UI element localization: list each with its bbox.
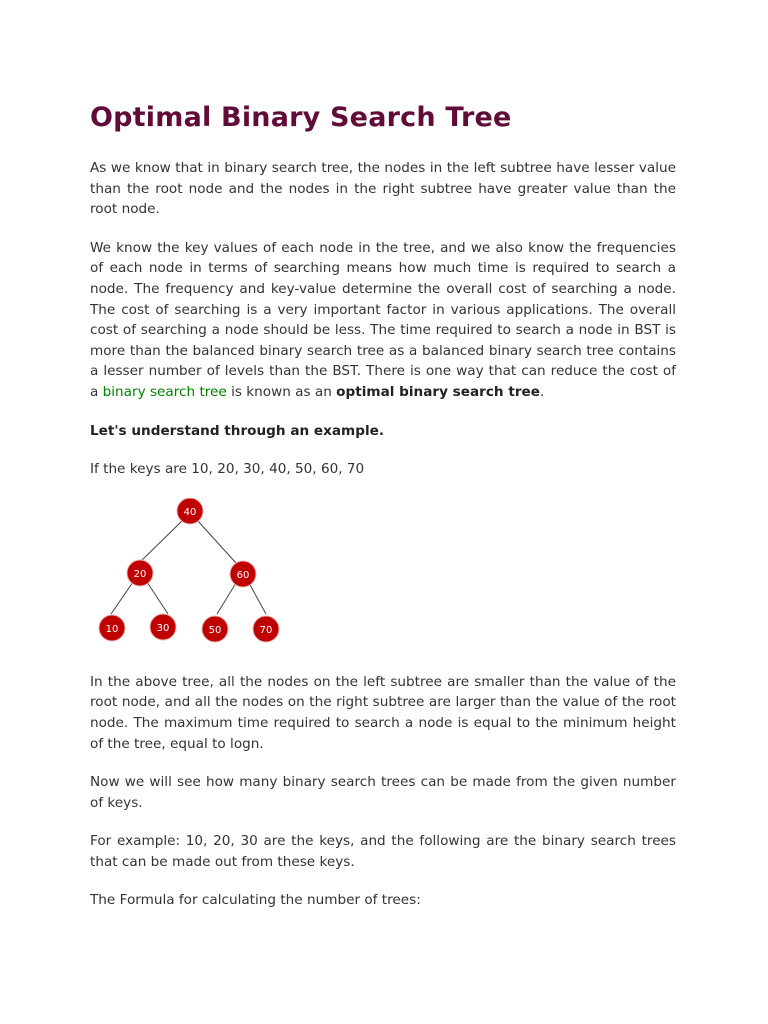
edge-40-20 (140, 520, 183, 562)
cost-text-b: is known as an (226, 383, 337, 400)
article (90, 100, 676, 929)
edge-60-50 (217, 583, 236, 614)
tree-node (177, 498, 203, 524)
tree-node (230, 561, 256, 587)
node-label: 20 (133, 568, 147, 580)
example-heading: Let's understand through an example. (90, 422, 384, 439)
node-label: 40 (183, 506, 197, 518)
tree-node (202, 616, 228, 642)
intro-paragraph: As we know that in binary search tree, the nodes in the left subtree have lesser value than the root node and the nodes in the right subtree have greater value than the root node. (90, 160, 676, 218)
bst-link[interactable]: binary search tree (102, 383, 227, 400)
cost-text-c: . (539, 383, 545, 400)
tree-node (127, 560, 153, 586)
edge-60-70 (249, 583, 266, 614)
edge-20-30 (147, 582, 168, 614)
example-paragraph: For example: 10, 20, 30 are the keys, and the following are the binary search trees that can be made out from these keys. (90, 833, 676, 870)
formula-paragraph: The Formula for calculating the number of trees: (90, 892, 421, 909)
node-label: 10 (105, 623, 119, 635)
bst-svg (90, 498, 676, 658)
node-label: 30 (156, 622, 170, 634)
count-paragraph: Now we will see how many binary search trees can be made from the given number of keys. (90, 774, 676, 811)
tree-node (150, 614, 176, 640)
cost-paragraph (90, 238, 676, 403)
bst-diagram (90, 498, 676, 658)
obst-term: optimal binary search tree (336, 383, 540, 400)
edge-20-10 (111, 582, 133, 614)
tree-node (253, 616, 279, 642)
node-label: 50 (208, 624, 222, 636)
node-label: 60 (236, 569, 250, 581)
edge-40-60 (197, 520, 236, 563)
tree-node (99, 615, 125, 641)
cost-text-a: We know the key values of each node in the tree, and we also know the frequencies of each node in terms of searching means how much time is required to search a node. The frequency and key-value determine the overall cost of searching a node. The cost of searching is a very important factor in various applications. The overall cost of searching a node should be less. The time required to search a node in BST is more than the balanced binary search tree as a balanced binary search tree contains a lesser number of levels than the BST. There is one way that can reduce the cost of a (90, 239, 676, 400)
page-title: Optimal Binary Search Tree (90, 102, 512, 133)
subtree-paragraph: In the above tree, all the nodes on the left subtree are smaller than the value of the root node, and all the nodes on the right subtree are larger than the value of the root node. The maximum time required to search a node is equal to the minimum height of the tree, equal to logn. (90, 673, 676, 752)
keys-paragraph: If the keys are 10, 20, 30, 40, 50, 60, 70 (90, 461, 365, 478)
node-label: 70 (259, 624, 273, 636)
